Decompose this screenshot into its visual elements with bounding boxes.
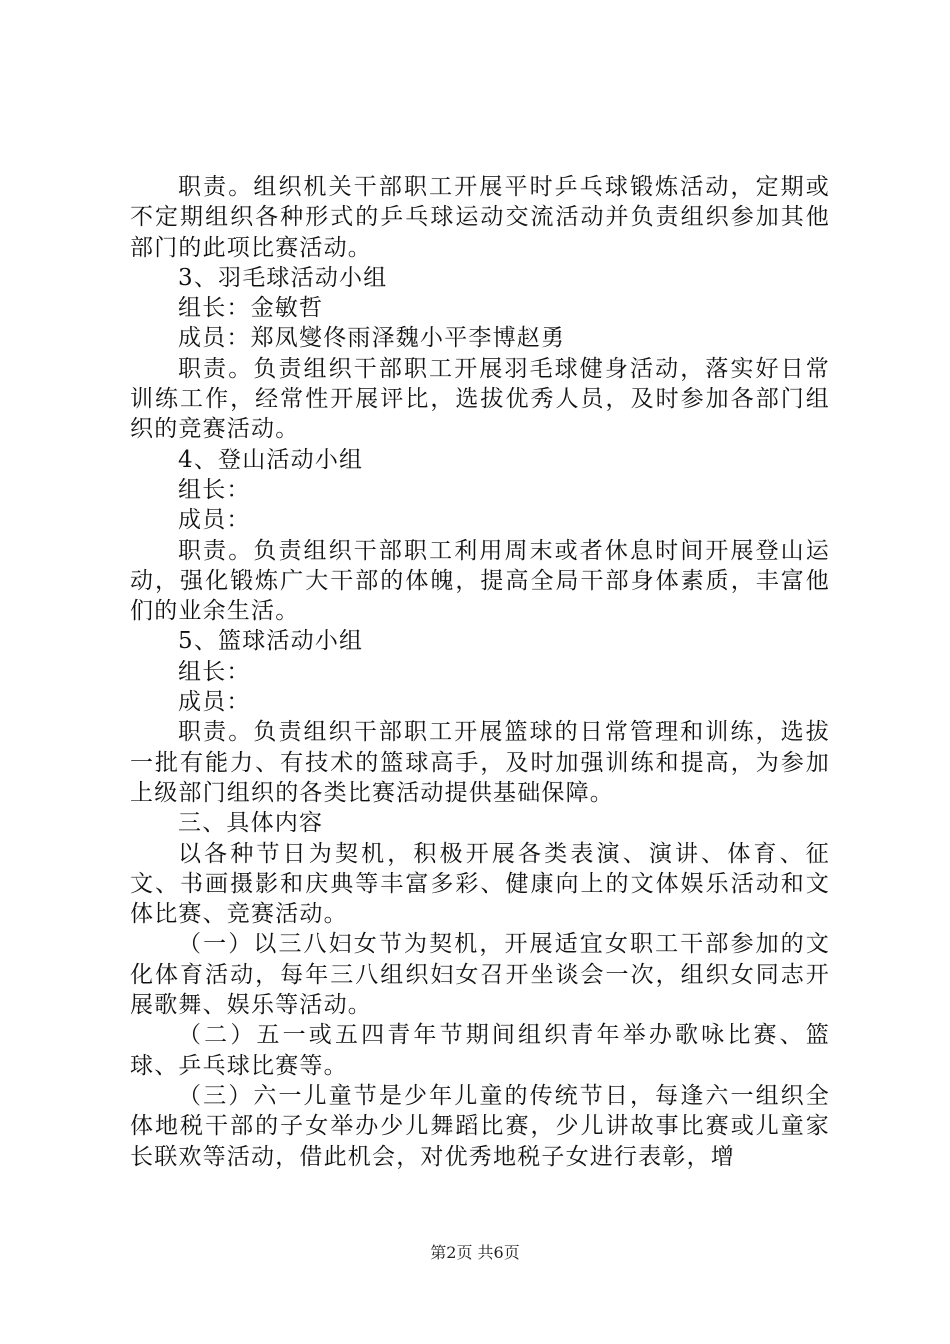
basketball-leader: 组长： <box>178 658 251 685</box>
paragraph-childrens-day: （三）六一儿童节是少年儿童的传统节日，每逢六一组织全体地税干部的子女举办少儿舞蹈比赛，少儿讲故事比赛或儿童家长联欢等活动，借此机会，对优秀地税子女进行表彰，增 <box>130 1082 830 1170</box>
hiking-members: 成员： <box>178 507 251 534</box>
badminton-members: 成员：郑凤燮佟雨泽魏小平李博赵勇 <box>178 325 566 352</box>
badminton-leader: 组长：金敏哲 <box>178 295 324 322</box>
page-number-footer: 第2页 共6页 <box>430 1243 520 1262</box>
paragraph-badminton-duties: 职责。负责组织干部职工开展羽毛球健身活动，落实好日常训练工作，经常性开展评比，选拔优秀人员，及时参加各部门组织的竞赛活动。 <box>130 355 830 443</box>
hiking-leader: 组长： <box>178 476 251 503</box>
heading-hiking-group: 4、登山活动小组 <box>178 446 364 473</box>
document-body <box>130 172 830 1172</box>
paragraph-festivals-intro: 以各种节日为契机，积极开展各类表演、演讲、体育、征文、书画摄影和庆典等丰富多彩、健康向上的文体娱乐活动和文体比赛、竞赛活动。 <box>130 840 830 928</box>
paragraph-hiking-duties: 职责。负责组织干部职工利用周末或者休息时间开展登山运动，强化锻炼广大干部的体魄，提高全局干部身体素质，丰富他们的业余生活。 <box>130 537 830 625</box>
paragraph-youth-day: （二）五一或五四青年节期间组织青年举办歌咏比赛、篮球、乒乓球比赛等。 <box>130 1022 830 1079</box>
heading-basketball-group: 5、篮球活动小组 <box>178 628 364 655</box>
basketball-members: 成员： <box>178 689 251 716</box>
heading-badminton-group: 3、羽毛球活动小组 <box>178 264 388 291</box>
paragraph-womens-day: （一）以三八妇女节为契机，开展适宜女职工干部参加的文化体育活动，每年三八组织妇女召开坐谈会一次，组织女同志开展歌舞、娱乐等活动。 <box>130 931 830 1019</box>
heading-specific-content: 三、具体内容 <box>178 810 324 837</box>
paragraph-basketball-duties: 职责。负责组织干部职工开展篮球的日常管理和训练，选拔一批有能力、有技术的篮球高手，及时加强训练和提高，为参加上级部门组织的各类比赛活动提供基础保障。 <box>130 719 830 806</box>
paragraph-pingpong-duties: 职责。组织机关干部职工开展平时乒乓球锻炼活动，定期或不定期组织各种形式的乒乓球运动交流活动并负责组织参加其他部门的此项比赛活动。 <box>130 174 830 261</box>
